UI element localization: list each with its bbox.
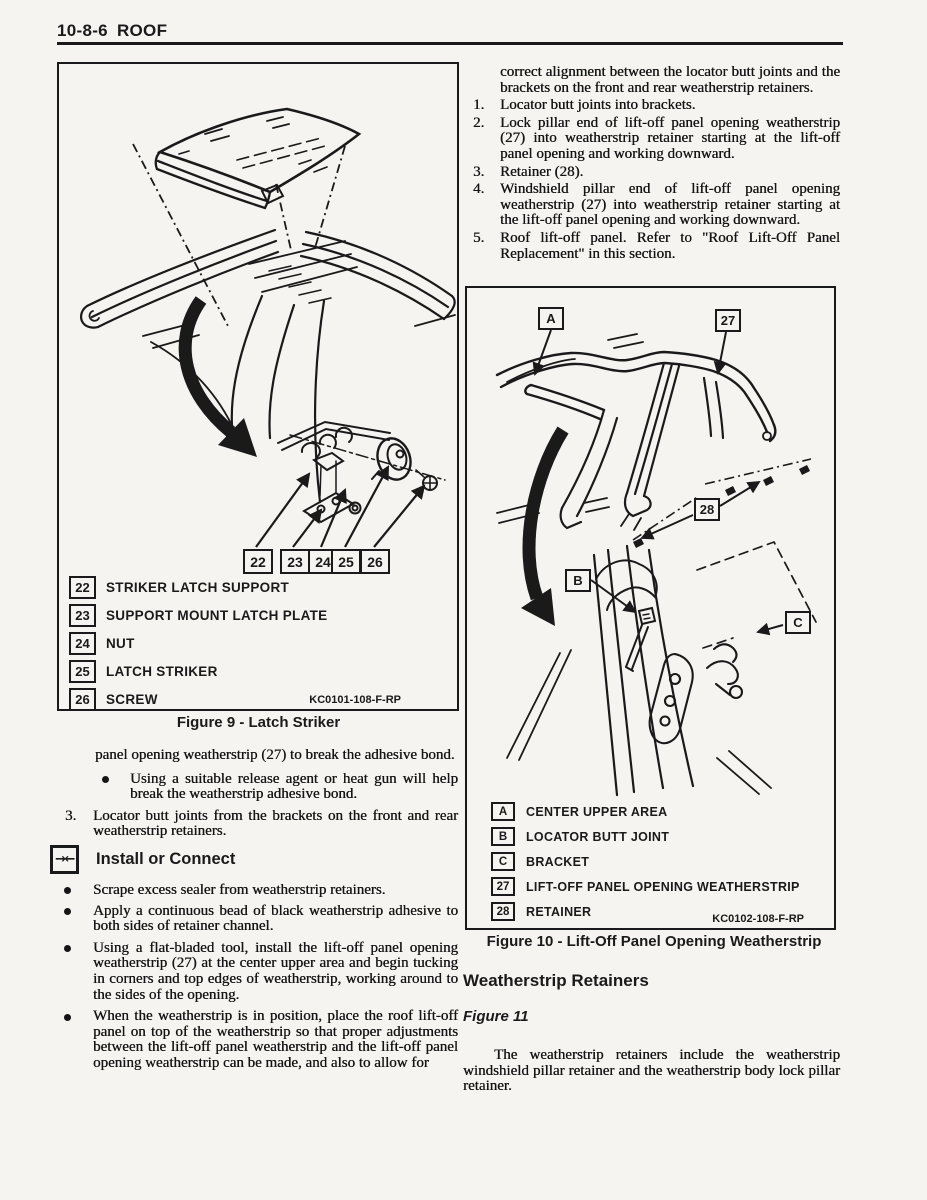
roof-structure (81, 230, 455, 502)
list-item-text: Scrape excess sealer from weatherstrip retainers. (93, 881, 386, 898)
figure-9-drawing (59, 64, 457, 574)
bullet-icon (64, 1014, 71, 1021)
callout-27 (715, 309, 741, 332)
legend-label: LATCH STRIKER (106, 664, 218, 679)
roof-panel (156, 109, 359, 208)
install-or-connect-heading (50, 845, 460, 875)
page-number: 10-8-6 (57, 21, 108, 40)
legend-label: LOCATOR BUTT JOINT (526, 829, 670, 844)
install-connect-icon: →← (50, 845, 79, 874)
list-item-text: Locator butt joints into brackets. (500, 97, 696, 114)
paragraph: The weatherstrip retainers include the weatherstrip windshield pillar retainer and the weatherstrip body lock pillar retainer. (463, 1047, 840, 1095)
list-item-text: Using a flat-bladed tool, install the lift-off panel opening weatherstrip (27) at the center upper area and begin tucking in corners and top edges of weatherstrip, working around to the sides of the opening. (93, 939, 458, 1003)
legend-key: 28 (491, 902, 515, 921)
callout-23 (280, 549, 310, 574)
figure-9-caption: Figure 9 - Latch Striker (176, 714, 341, 731)
list-item-number: 3. (473, 163, 485, 180)
motion-arrow (185, 300, 257, 457)
callout-25 (331, 549, 361, 574)
bullet-icon (64, 945, 71, 952)
legend-label: BRACKET (526, 854, 590, 869)
legend-key: 26 (69, 688, 96, 711)
list-item (57, 809, 460, 840)
latch-hardware (278, 422, 445, 522)
legend-label: STRIKER LATCH SUPPORT (106, 580, 290, 595)
callout-label: 28 (699, 502, 715, 518)
legend-label: SCREW (106, 692, 158, 707)
list-item (463, 182, 845, 229)
list-item-number: 5. (473, 229, 485, 246)
figure-10-code: KC0102-108-F-RP (712, 913, 804, 926)
figure-11-reference: Figure 11 (463, 1008, 529, 1026)
list-item (463, 165, 845, 181)
section-heading: Weatherstrip Retainers (463, 971, 649, 991)
callout-label: 26 (367, 553, 383, 570)
callout-c (785, 611, 811, 634)
legend-row (69, 688, 328, 711)
list-item (463, 231, 845, 262)
figure-10-legend (491, 802, 800, 927)
bracket (650, 644, 742, 743)
list-item-number: 3. (65, 807, 77, 824)
legend-key: 27 (491, 877, 515, 896)
legend-row (69, 660, 328, 683)
list-item (57, 904, 460, 935)
subhead-label: Install or Connect (96, 850, 236, 869)
legend-key: C (491, 852, 515, 871)
legend-key: 24 (69, 632, 96, 655)
legend-label: CENTER UPPER AREA (526, 804, 668, 819)
list-item-number: 2. (473, 114, 485, 131)
weatherstrip-frame (497, 334, 775, 441)
legend-key: 22 (69, 576, 96, 599)
list-item-text: Apply a continuous bead of black weatherstrip adhesive to both sides of retainer channel. (93, 902, 458, 935)
list-item (463, 98, 845, 114)
legend-row (69, 632, 328, 655)
page-header (57, 21, 167, 41)
locator-butt-joint (626, 608, 655, 671)
paragraph: correct alignment between the locator butt joints and the brackets on the front and rear weatherstrip retainers. (500, 64, 840, 96)
legend-label: SUPPORT MOUNT LATCH PLATE (106, 608, 328, 623)
list-item (463, 116, 845, 163)
legend-label: RETAINER (526, 904, 592, 919)
right-column (463, 62, 845, 1110)
legend-row (69, 604, 328, 627)
legend-row (69, 576, 328, 599)
callout-28 (694, 498, 720, 521)
callout-label: C (793, 615, 803, 631)
callout-label: 23 (287, 553, 303, 570)
legend-key: 23 (69, 604, 96, 627)
list-item (57, 772, 460, 803)
figure-9-legend (69, 576, 328, 716)
paragraph: panel opening weatherstrip (27) to break the adhesive bond. (95, 747, 455, 763)
figure-10-caption: Figure 10 - Lift-Off Panel Opening Weatherstrip (486, 933, 822, 951)
list-item-number: 1. (473, 97, 485, 114)
pillar-detail (507, 542, 816, 795)
list-item (57, 883, 460, 899)
list-item-text: When the weatherstrip is in position, place the roof lift-off panel on top of the weatherstrip so that proper adjustments between the lift-off panel weatherstrip and the lift-off panel opening weatherstrip can be made, and also to allow for (93, 1008, 458, 1071)
legend-label: NUT (106, 636, 135, 651)
callout-26 (360, 549, 390, 574)
figure-9-code: KC0101-108-F-RP (309, 694, 401, 706)
legend-label: LIFT-OFF PANEL OPENING WEATHERSTRIP (526, 879, 800, 894)
motion-arrow (521, 430, 563, 626)
bullet-icon (64, 887, 71, 894)
legend-row (491, 877, 800, 896)
legend-row (491, 852, 800, 871)
callout-label: 24 (315, 553, 331, 570)
legend-key: A (491, 802, 515, 821)
callout-22 (243, 549, 273, 574)
legend-row (491, 827, 800, 846)
callout-label: B (573, 573, 583, 589)
list-item-text: Roof lift-off panel. Refer to "Roof Lift-Off Panel Replacement" in this section. (500, 229, 840, 262)
legend-key: 25 (69, 660, 96, 683)
legend-row (491, 802, 800, 821)
list-item-text: Using a suitable release agent or heat gun will help break the weatherstrip adhesive bond. (130, 770, 458, 803)
section-title: ROOF (116, 21, 168, 40)
legend-key: B (491, 827, 515, 846)
header-rule (57, 42, 843, 45)
retainer-clips (633, 459, 811, 548)
callout-a (538, 307, 564, 330)
list-item-number: 4. (473, 181, 485, 198)
figure-10-drawing (467, 288, 834, 800)
list-item-text: Locator butt joints from the brackets on the front and rear weatherstrip retainers. (93, 807, 458, 840)
list-item (57, 1009, 460, 1071)
figure-10 (465, 286, 836, 930)
left-column (57, 62, 460, 1072)
callout-label: A (546, 311, 556, 327)
list-item-text: Windshield pillar end of lift-off panel opening weatherstrip (27) into weatherstrip retainer starting at the lift-off panel opening and working downward. (500, 181, 840, 229)
list-item-text: Retainer (28). (500, 163, 584, 180)
bullet-icon (64, 908, 71, 915)
callout-label: 22 (250, 553, 266, 570)
callout-label: 27 (720, 313, 736, 329)
figure-9 (57, 62, 459, 711)
list-item-text: Lock pillar end of lift-off panel opening weatherstrip (27) into weatherstrip retainer starting at the lift-off panel opening and working downward. (500, 114, 840, 162)
bullet-icon (102, 776, 109, 783)
list-item (57, 941, 460, 1003)
callout-b (565, 569, 591, 592)
callout-label: 25 (338, 553, 354, 570)
